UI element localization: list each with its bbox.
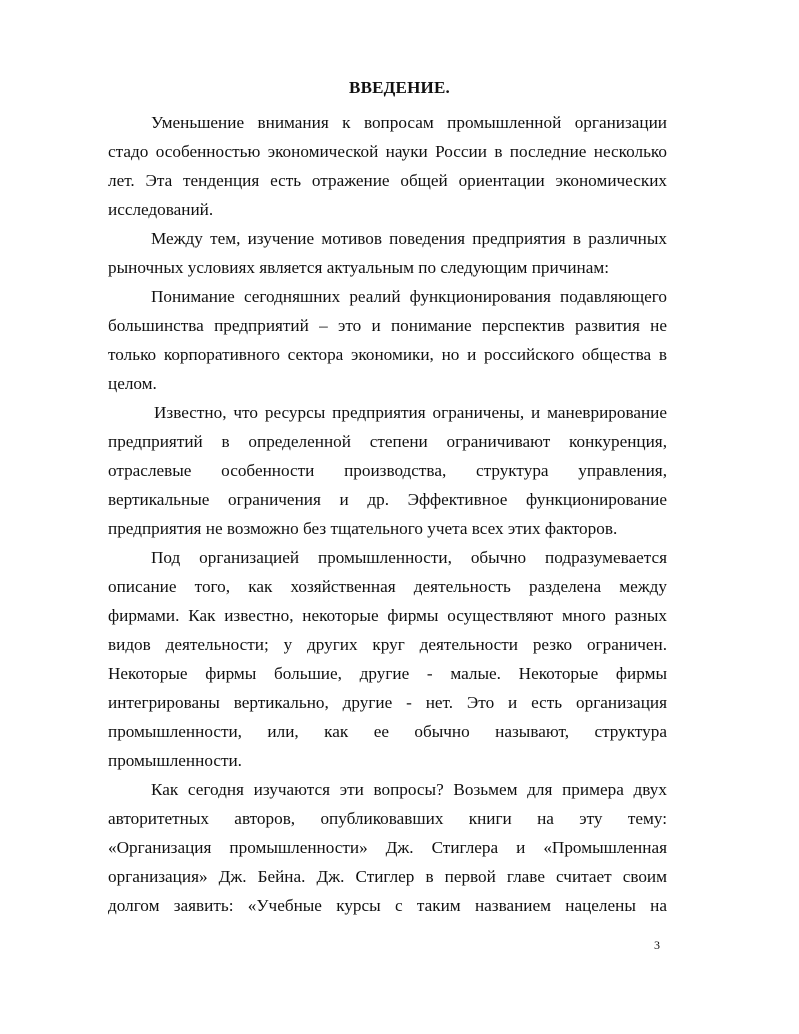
text-line: отраслевые особенности производства, структура управления, bbox=[108, 461, 667, 480]
text-line: описание того, как хозяйственная деятельность разделена между bbox=[108, 577, 667, 596]
text-line: стадо особенностью экономической науки России в последние несколько bbox=[108, 142, 667, 161]
text-line: Понимание сегодняшних реалий функционирования подавляющего bbox=[151, 287, 667, 306]
text-line: предприятия не возможно без тщательного учета всех этих факторов. bbox=[108, 519, 618, 538]
text-line: интегрированы вертикально, другие - нет. Это и есть организация bbox=[108, 693, 667, 712]
text-line: видов деятельности; у других круг деятельности резко ограничен. bbox=[108, 635, 667, 654]
text-line: только корпоративного сектора экономики, но и российского общества в bbox=[108, 345, 667, 364]
text-line: Некоторые фирмы большие, другие - малые. Некоторые фирмы bbox=[108, 664, 667, 683]
text-line: авторитетных авторов, опубликовавших книги на эту тему: bbox=[108, 809, 667, 828]
body-text bbox=[108, 108, 667, 920]
text-line: промышленности. bbox=[108, 751, 242, 770]
text-line: Известно, что ресурсы предприятия ограничены, и маневрирование bbox=[154, 403, 667, 422]
text-line: промышленности, или, как ее обычно называют, структура bbox=[108, 722, 667, 741]
page-title: ВВЕДЕНИЕ. bbox=[349, 78, 450, 97]
text-line: Между тем, изучение мотивов поведения предприятия в различных bbox=[151, 229, 667, 248]
text-line: долгом заявить: «Учебные курсы с таким названием нацелены на bbox=[108, 896, 667, 915]
text-line: лет. Эта тенденция есть отражение общей ориентации экономических bbox=[108, 171, 667, 190]
text-line: фирмами. Как известно, некоторые фирмы осуществляют много разных bbox=[108, 606, 667, 625]
text-line: предприятий в определенной степени ограничивают конкуренция, bbox=[108, 432, 667, 451]
text-line: организация» Дж. Бейна. Дж. Стиглер в первой главе считает своим bbox=[108, 867, 667, 886]
text-line: Как сегодня изучаются эти вопросы? Возьмем для примера двух bbox=[151, 780, 667, 799]
text-line: рыночных условиях является актуальным по следующим причинам: bbox=[108, 258, 610, 277]
text-line: целом. bbox=[108, 374, 157, 393]
text-line: «Организация промышленности» Дж. Стиглера и «Промышленная bbox=[108, 838, 667, 857]
text-line: Под организацией промышленности, обычно подразумевается bbox=[151, 548, 667, 567]
text-line: Уменьшение внимания к вопросам промышленной организации bbox=[151, 113, 667, 132]
text-line: исследований. bbox=[108, 200, 214, 219]
text-line: вертикальные ограничения и др. Эффективное функционирование bbox=[108, 490, 667, 509]
page-number: 3 bbox=[654, 938, 660, 952]
text-line: большинства предприятий – это и понимание перспектив развития не bbox=[108, 316, 667, 335]
